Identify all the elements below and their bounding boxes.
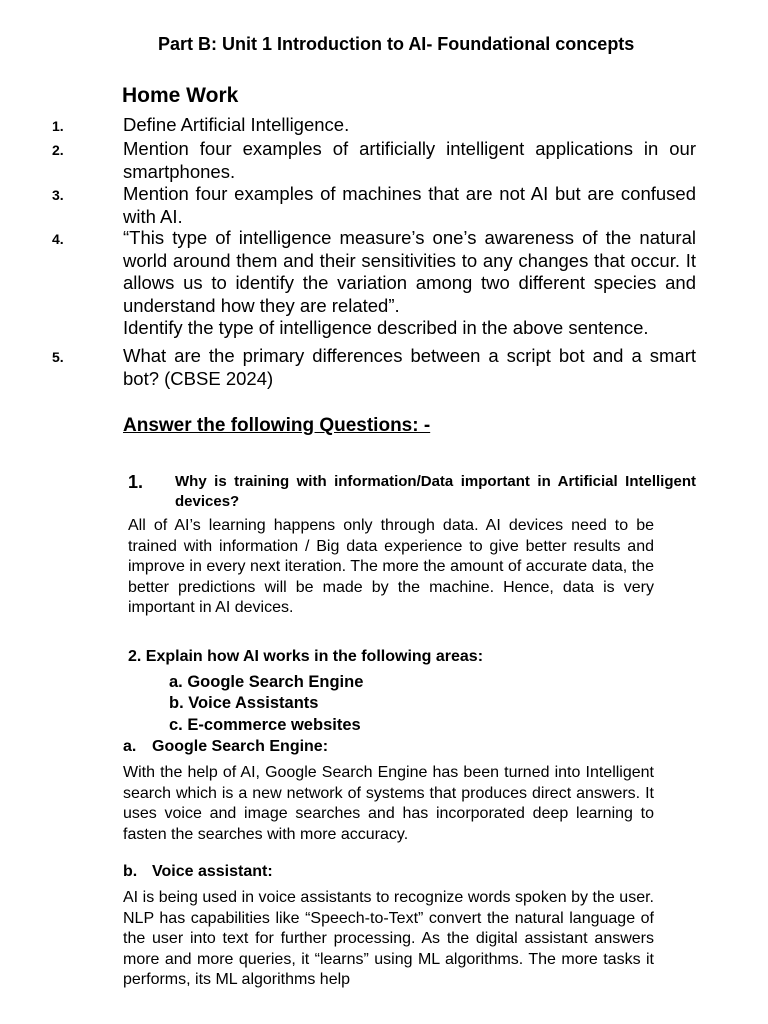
question-subitem: c. E-commerce websites bbox=[169, 716, 361, 734]
answer-subheading-letter: b. bbox=[123, 863, 138, 880]
homework-item-text: Mention four examples of artificially intelligent applications in our smartphones. bbox=[123, 138, 696, 182]
answer-text: With the help of AI, Google Search Engine has been turned into Intelligent search which is a new network of systems that produces direct answers. It uses voice and image searches and has incorporated deep learning to fasten the searches with more accuracy. bbox=[123, 764, 654, 843]
homework-item-number: 2. bbox=[52, 142, 64, 158]
homework-item-text: Define Artificial Intelligence. bbox=[123, 114, 350, 135]
answer-subheading-letter: a. bbox=[123, 738, 137, 755]
homework-item-number: 3. bbox=[52, 187, 64, 203]
question-number: 1. bbox=[128, 472, 144, 492]
question-subitem: a. Google Search Engine bbox=[169, 673, 364, 691]
question-text: Why is training with information/Data important in Artificial Intelligent devices? bbox=[175, 473, 696, 510]
homework-title: Home Work bbox=[122, 84, 239, 107]
question-subitem: b. Voice Assistants bbox=[169, 694, 319, 712]
homework-item-text-continued: Identify the type of intelligence described in the above sentence. bbox=[123, 317, 649, 338]
homework-item-number: 4. bbox=[52, 231, 64, 247]
question-text: 2. Explain how AI works in the following areas: bbox=[128, 648, 484, 665]
answer-text: AI is being used in voice assistants to recognize words spoken by the user. NLP has capabilities like “Speech-to-Text” convert the natural language of the user into text for further processing. As the digital assistant answers more and more queries, it “learns” using ML algorithms. The more tasks it performs, its ML algorithms help bbox=[123, 889, 654, 989]
homework-item-text: What are the primary differences between a script bot and a smart bot? (CBSE 2024) bbox=[123, 345, 696, 389]
homework-item-number: 5. bbox=[52, 349, 64, 365]
answer-subheading bbox=[123, 738, 328, 756]
answer-subheading-title: Google Search Engine: bbox=[152, 738, 329, 755]
homework-item-text: Mention four examples of machines that are not AI but are confused with AI. bbox=[123, 183, 696, 227]
answer-text: All of AI’s learning happens only through data. AI devices need to be trained with information / Big data experience to give better results and improve in every next iteration. The more the amount of accurate data, the better predictions will be made by the machine. Hence, data is very important in AI devices. bbox=[128, 517, 654, 617]
homework-item-text: “This type of intelligence measure’s one’s awareness of the natural world around them and their sensitivities to any changes that occur. It allows us to identify the variation among two different species and understand how they are related”. bbox=[123, 227, 696, 316]
homework-item-number: 1. bbox=[52, 118, 64, 134]
answer-subheading bbox=[123, 863, 273, 881]
page-header: Part B: Unit 1 Introduction to AI- Foundational concepts bbox=[158, 34, 635, 54]
answer-subheading-title: Voice assistant: bbox=[152, 863, 273, 880]
section-title: Answer the following Questions: - bbox=[123, 415, 431, 436]
